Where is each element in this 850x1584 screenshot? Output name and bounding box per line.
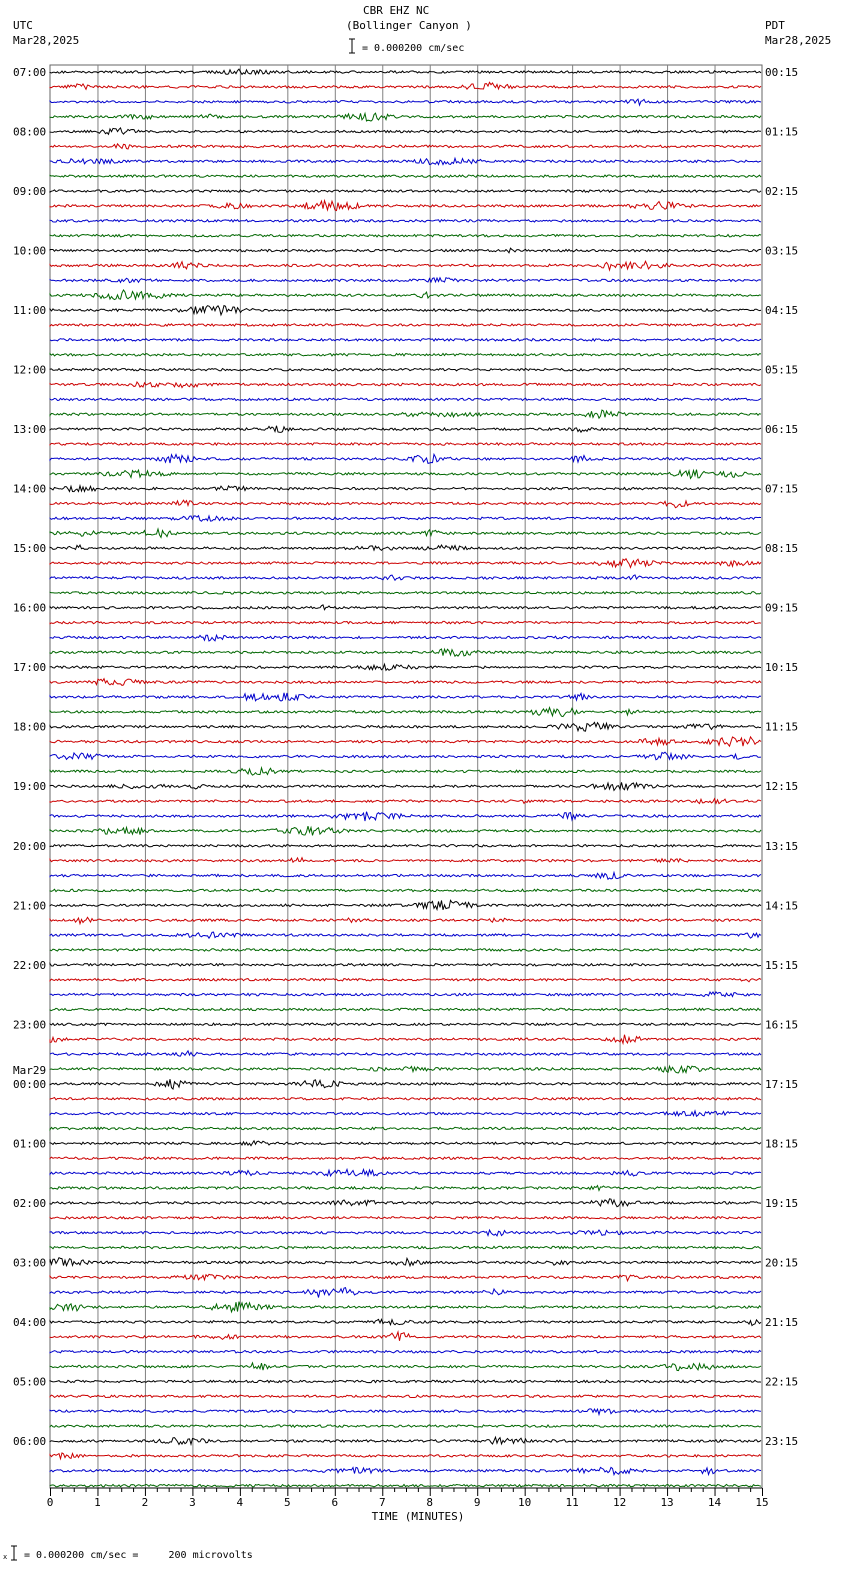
trace-49: [50, 799, 761, 804]
trace-54: [50, 873, 761, 880]
trace-52: [50, 845, 761, 847]
right-hour-label: 07:15: [765, 482, 799, 496]
left-hour-label: 23:00: [13, 1018, 47, 1032]
trace-73: [50, 1157, 761, 1159]
trace-69: [50, 1098, 761, 1100]
trace-6: [50, 158, 761, 164]
trace-25: [50, 443, 761, 445]
x-tick-label: 2: [141, 1496, 149, 1509]
trace-56: [50, 900, 761, 910]
left-hour-label: 12:00: [13, 363, 47, 377]
trace-48: [50, 782, 761, 790]
left-hour-label: 07:00: [13, 66, 47, 79]
left-hour-label: 02:00: [13, 1196, 47, 1210]
left-hour-label: 06:00: [13, 1434, 47, 1448]
left-timezone: UTC: [13, 19, 33, 32]
x-tick-label: 14: [707, 1496, 722, 1509]
trace-85: [50, 1332, 761, 1341]
left-hour-label: 13:00: [13, 423, 47, 437]
right-hour-label: 08:15: [765, 542, 799, 556]
trace-10: [50, 220, 761, 222]
trace-32: [50, 545, 761, 550]
x-tick-label: 9: [473, 1496, 481, 1509]
trace-70: [50, 1111, 761, 1116]
trace-34: [50, 575, 761, 580]
trace-28: [50, 486, 761, 492]
right-hour-label: 03:15: [765, 244, 799, 258]
trace-46: [50, 752, 761, 760]
x-tick-label: 3: [189, 1496, 196, 1509]
trace-3: [50, 113, 761, 121]
trace-21: [50, 382, 761, 388]
trace-35: [50, 592, 761, 594]
left-hour-label: 11:00: [13, 304, 47, 318]
trace-24: [50, 426, 761, 433]
x-tick-label: 0: [46, 1496, 54, 1509]
left-hour-label: 20:00: [13, 839, 47, 853]
left-hour-label: 17:00: [13, 661, 47, 675]
trace-22: [50, 398, 761, 400]
trace-83: [50, 1302, 761, 1312]
right-hour-label: 09:15: [765, 601, 799, 615]
right-hour-label: 21:15: [765, 1315, 799, 1329]
trace-67: [50, 1066, 761, 1073]
trace-42: [50, 693, 761, 701]
trace-14: [50, 278, 761, 283]
trace-4: [50, 128, 761, 134]
left-hour-label: 01:00: [13, 1137, 47, 1151]
seismic-traces: [50, 69, 761, 1487]
left-hour-label: 14:00: [13, 482, 47, 496]
right-timezone: PDT: [765, 19, 785, 32]
left-hour-label: 08:00: [13, 125, 47, 139]
trace-55: [50, 889, 761, 891]
trace-71: [50, 1127, 761, 1129]
right-hour-label: 05:15: [765, 363, 799, 377]
trace-88: [50, 1380, 761, 1382]
trace-7: [50, 175, 761, 177]
left-date: Mar28,2025: [13, 34, 80, 47]
left-hour-label: 22:00: [13, 958, 47, 972]
trace-29: [50, 500, 761, 508]
right-hour-label: 18:15: [765, 1137, 799, 1151]
date-change-label: Mar29: [13, 1063, 47, 1077]
trace-38: [50, 635, 761, 641]
trace-90: [50, 1409, 761, 1415]
x-tick-label: 10: [518, 1496, 532, 1509]
trace-36: [50, 605, 761, 610]
trace-23: [50, 410, 761, 418]
grid-lines: [50, 65, 762, 1488]
trace-94: [50, 1467, 761, 1474]
trace-60: [50, 964, 761, 966]
trace-57: [50, 917, 761, 923]
trace-76: [50, 1199, 761, 1207]
trace-33: [50, 559, 761, 568]
right-date: Mar28,2025: [765, 34, 832, 47]
x-tick-label: 15: [755, 1496, 769, 1509]
left-hour-label: 16:00: [13, 601, 47, 615]
plot-frame: [50, 65, 762, 1488]
trace-30: [50, 516, 761, 522]
trace-89: [50, 1395, 761, 1397]
trace-82: [50, 1288, 761, 1298]
left-hour-label: 05:00: [13, 1375, 47, 1389]
right-hour-label: 10:15: [765, 661, 799, 675]
trace-63: [50, 1008, 761, 1010]
right-hour-label: 12:15: [765, 780, 799, 794]
left-hour-label: 03:00: [13, 1256, 47, 1270]
trace-75: [50, 1186, 761, 1191]
x-axis-label: TIME (MINUTES): [371, 1510, 465, 1523]
left-hour-label: 00:00: [13, 1077, 47, 1091]
trace-9: [50, 201, 761, 211]
trace-74: [50, 1169, 761, 1176]
left-hour-label: 09:00: [13, 185, 47, 199]
right-hour-label: 16:15: [765, 1018, 799, 1032]
trace-18: [50, 339, 761, 341]
x-tick-label: 7: [378, 1496, 386, 1509]
x-tick-label: 13: [660, 1496, 674, 1509]
trace-62: [50, 992, 761, 997]
trace-50: [50, 812, 761, 821]
left-hour-labels: [13, 66, 46, 1448]
trace-44: [50, 722, 761, 731]
station-location: (Bollinger Canyon ): [346, 19, 472, 32]
trace-87: [50, 1363, 761, 1371]
trace-65: [50, 1035, 761, 1044]
trace-12: [50, 248, 761, 253]
x-tick-label: 8: [426, 1496, 434, 1509]
right-hour-label: 06:15: [765, 423, 799, 437]
x-tick-label: 11: [565, 1496, 579, 1509]
trace-61: [50, 979, 761, 982]
trace-79: [50, 1246, 761, 1248]
trace-58: [50, 932, 761, 938]
trace-45: [50, 737, 761, 746]
left-hour-label: 21:00: [13, 899, 47, 913]
right-hour-label: 02:15: [765, 185, 799, 199]
trace-72: [50, 1141, 761, 1146]
right-hour-label: 17:15: [765, 1077, 799, 1091]
trace-84: [50, 1319, 761, 1325]
x-tick-label: 6: [331, 1496, 339, 1509]
right-hour-label: 11:15: [765, 720, 799, 734]
trace-92: [50, 1437, 761, 1444]
x-tick-label: 4: [236, 1496, 244, 1509]
left-hour-label: 10:00: [13, 244, 47, 258]
trace-0: [50, 69, 761, 74]
trace-78: [50, 1230, 761, 1236]
left-hour-label: 18:00: [13, 720, 47, 734]
trace-31: [50, 529, 761, 537]
right-hour-label: 13:15: [765, 839, 799, 853]
trace-80: [50, 1258, 761, 1266]
trace-37: [50, 621, 761, 623]
right-hour-label: 23:15: [765, 1434, 799, 1448]
trace-2: [50, 99, 761, 105]
trace-13: [50, 261, 761, 270]
trace-41: [50, 679, 761, 686]
trace-39: [50, 649, 761, 656]
trace-19: [50, 354, 761, 356]
scale-label: = 0.000200 cm/sec: [362, 43, 465, 54]
trace-93: [50, 1453, 761, 1459]
trace-43: [50, 708, 761, 717]
right-hour-label: 00:15: [765, 66, 799, 79]
svg-text:x: x: [3, 1553, 8, 1561]
right-hour-label: 22:15: [765, 1375, 799, 1389]
trace-81: [50, 1274, 761, 1281]
trace-15: [50, 290, 761, 300]
trace-51: [50, 826, 761, 835]
trace-53: [50, 858, 761, 863]
trace-68: [50, 1079, 761, 1089]
trace-8: [50, 190, 761, 192]
right-hour-label: 14:15: [765, 899, 799, 913]
footer-scale-label: = 0.000200 cm/sec = 200 microvolts: [24, 1550, 253, 1561]
right-hour-label: 19:15: [765, 1196, 799, 1210]
trace-91: [50, 1425, 761, 1427]
trace-26: [50, 454, 761, 463]
x-tick-label: 1: [94, 1496, 101, 1509]
trace-20: [50, 368, 761, 370]
x-tick-label: 5: [284, 1496, 291, 1509]
trace-77: [50, 1217, 761, 1219]
trace-66: [50, 1051, 761, 1056]
trace-16: [50, 306, 761, 315]
right-hour-label: 01:15: [765, 125, 799, 139]
trace-86: [50, 1351, 761, 1353]
left-hour-label: 04:00: [13, 1315, 47, 1329]
right-hour-labels: [765, 66, 798, 1448]
trace-95: [50, 1484, 761, 1486]
trace-59: [50, 949, 761, 951]
x-tick-label: 12: [612, 1496, 627, 1509]
trace-1: [50, 82, 761, 89]
right-hour-label: 04:15: [765, 304, 799, 318]
trace-27: [50, 470, 761, 479]
right-hour-label: 20:15: [765, 1256, 799, 1270]
trace-40: [50, 664, 761, 670]
trace-17: [50, 324, 761, 326]
station-title: CBR EHZ NC: [363, 4, 430, 17]
left-hour-label: 19:00: [13, 780, 47, 794]
trace-11: [50, 235, 761, 237]
x-axis: [47, 1488, 769, 1523]
right-hour-label: 15:15: [765, 958, 799, 972]
trace-5: [50, 144, 761, 149]
trace-47: [50, 768, 761, 775]
trace-64: [50, 1023, 761, 1025]
left-hour-label: 15:00: [13, 542, 47, 556]
